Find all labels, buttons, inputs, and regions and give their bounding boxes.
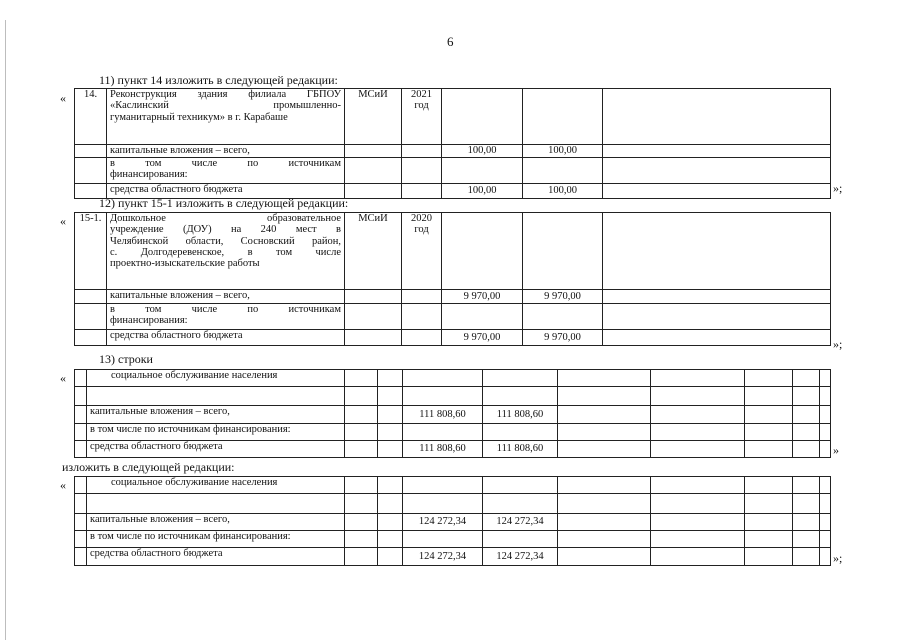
row-label-line: в том числе по источникам	[110, 158, 341, 169]
row-label: капитальные вложения – всего,	[107, 145, 345, 158]
row-label: социальное обслуживание населения	[87, 477, 345, 494]
value-cell: 100,00	[442, 145, 523, 158]
organization-cell: МСиИ	[345, 89, 402, 145]
section-heading-new-wording: изложить в следующей редакции:	[62, 460, 235, 474]
value-cell: 124 272,34	[483, 514, 558, 531]
year-cell: 2021 год	[402, 89, 442, 145]
value-cell: 124 272,34	[403, 514, 483, 531]
table-rows-original	[74, 369, 831, 458]
project-name-line: Челябинской области, Сосновский район,	[110, 235, 341, 247]
open-quote-12: «	[60, 214, 66, 228]
project-name-line: «Каслинский промышленно-	[110, 100, 341, 112]
project-name-line: Дошкольное образовательное	[110, 213, 341, 224]
project-name-line: гуманитарный техникум» в г. Карабаше	[110, 111, 288, 123]
table-rows-new	[74, 476, 831, 566]
value-cell: 111 808,60	[483, 441, 558, 458]
project-name-line: Реконструкция здания филиала ГБПОУ	[110, 89, 341, 100]
value-cell: 100,00	[442, 184, 523, 199]
value-cell: 124 272,34	[483, 548, 558, 566]
row-number: 14.	[75, 89, 107, 145]
row-label-line: финансирования:	[110, 169, 188, 181]
project-name-line: с. Долгодеревенское, в том числе	[110, 246, 341, 258]
project-name-line: учреждение (ДОУ) на 240 мест в	[110, 224, 341, 236]
table-item-14	[74, 88, 831, 199]
project-name-line: проектно-изыскательские работы	[110, 258, 260, 270]
project-name-cell	[107, 89, 345, 145]
organization-cell: МСиИ	[345, 213, 402, 290]
scan-edge-mark	[5, 20, 6, 640]
table-item-15-1	[74, 212, 831, 346]
value-cell: 9 970,00	[523, 330, 603, 346]
section-heading-12: 12) пункт 15-1 изложить в следующей редакции:	[99, 196, 349, 210]
value-cell: 9 970,00	[523, 290, 603, 304]
value-cell: 111 808,60	[403, 441, 483, 458]
row-label: социальное обслуживание населения	[87, 370, 345, 387]
row-label: средства областного бюджета	[107, 330, 345, 346]
row-label: средства областного бюджета	[87, 441, 345, 458]
section-heading-11: 11) пункт 14 изложить в следующей редакции:	[99, 73, 338, 87]
close-quote-13: »	[833, 443, 839, 457]
project-name-cell	[107, 213, 345, 290]
value-cell: 100,00	[523, 184, 603, 199]
page-number: 6	[447, 34, 454, 49]
row-label	[107, 304, 345, 330]
value-cell: 111 808,60	[403, 406, 483, 424]
row-label: средства областного бюджета	[87, 548, 345, 566]
row-number: 15-1.	[75, 213, 107, 290]
open-quote-11: «	[60, 91, 66, 105]
row-label: средства областного бюджета	[107, 184, 345, 199]
open-quote-13: «	[60, 371, 66, 385]
value-cell: 9 970,00	[442, 290, 523, 304]
row-label: капитальные вложения – всего,	[87, 406, 345, 424]
row-label-line: в том числе по источникам	[110, 304, 341, 315]
row-label-line: финансирования:	[110, 315, 188, 327]
row-label	[107, 158, 345, 184]
open-quote-14: «	[60, 478, 66, 492]
value-cell: 124 272,34	[403, 548, 483, 566]
close-quote-11: »;	[833, 181, 843, 195]
row-label: капитальные вложения – всего,	[87, 514, 345, 531]
close-quote-14: »;	[833, 551, 843, 565]
section-heading-13: 13) строки	[99, 352, 153, 366]
close-quote-12: »;	[833, 337, 843, 351]
value-cell: 111 808,60	[483, 406, 558, 424]
year-cell: 2020 год	[402, 213, 442, 290]
row-label: капитальные вложения – всего,	[107, 290, 345, 304]
row-label: в том числе по источникам финансирования:	[87, 424, 345, 441]
value-cell: 9 970,00	[442, 330, 523, 346]
row-label: в том числе по источникам финансирования:	[87, 531, 345, 548]
value-cell: 100,00	[523, 145, 603, 158]
